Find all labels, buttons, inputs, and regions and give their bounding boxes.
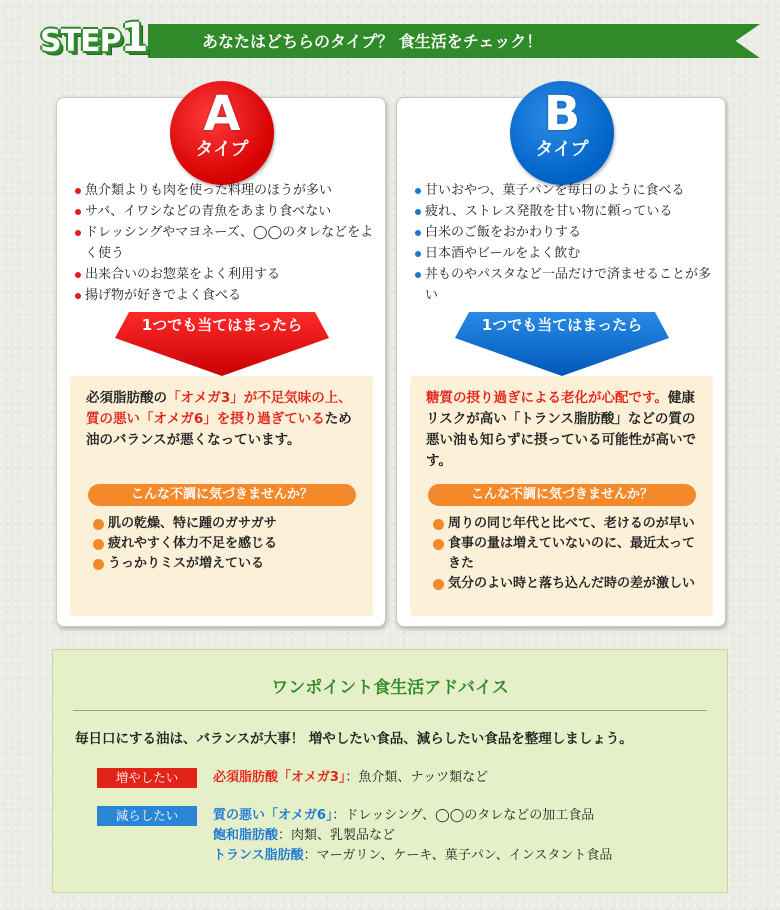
arrow-label: 1つでも当てはまったら xyxy=(141,316,303,334)
checklist-item: 疲れ、ストレス発散を甘い物に頼っている xyxy=(413,201,718,222)
symptom-item: 疲れやすく体力不足を感じる xyxy=(92,534,364,554)
advice-box xyxy=(52,649,728,893)
advice-intro: 毎日口にする油は、バランスが大事！ 増やしたい食品、減らしたい食品を整理しましょう。 xyxy=(75,731,633,747)
bullet-icon xyxy=(415,209,421,215)
type-b-type-label: タイプ xyxy=(535,139,589,160)
checklist-item: 出来合いのお惣菜をよく利用する xyxy=(73,264,378,285)
type-a-result-box xyxy=(70,376,373,616)
symptom-item: 周りの同じ年代と比べて、老けるのが早い xyxy=(432,514,704,534)
bullet-icon xyxy=(75,293,81,299)
bullet-icon xyxy=(75,230,81,236)
advice-heading: ワンポイント食生活アドバイス xyxy=(271,678,509,698)
step-number: 1 xyxy=(120,15,148,61)
step-title: あなたはどちらのタイプ？ 食生活をチェック！ xyxy=(202,32,543,51)
step-word: STEP xyxy=(40,24,121,59)
type-a-result-text: 必須脂肪酸の「オメガ3」が不足気味の上、質の悪い「オメガ6」を摂り過ぎているため油のバランスが悪くなっています。 xyxy=(86,390,352,448)
bullet-icon xyxy=(75,188,81,194)
bullet-icon xyxy=(415,272,421,278)
checklist-item: 甘いおやつ、菓子パンを毎日のように食べる xyxy=(413,180,718,201)
bullet-icon xyxy=(75,209,81,215)
increase-row: 必須脂肪酸「オメガ3」：魚介類、ナッツ類など xyxy=(213,770,489,785)
step-banner xyxy=(20,15,760,61)
type-a-card xyxy=(56,86,386,627)
bullet-icon xyxy=(433,519,444,530)
bullet-icon xyxy=(415,251,421,257)
bullet-icon xyxy=(433,579,444,590)
arrow-label: 1つでも当てはまったら xyxy=(481,316,643,334)
type-a-letter: A xyxy=(203,86,241,142)
symptom-item: 肌の乾燥、特に踵のガサガサ xyxy=(92,514,364,534)
type-b-badge xyxy=(510,81,614,185)
increase-tag: 増やしたい xyxy=(97,768,197,788)
bullet-icon xyxy=(415,188,421,194)
type-a-checklist xyxy=(73,180,378,306)
checklist-item: ドレッシングやマヨネーズ、◯◯のタレなどをよく使う xyxy=(73,222,378,264)
decrease-row: 質の悪い「オメガ6」：ドレッシング、◯◯のタレなどの加工食品 xyxy=(213,808,595,823)
checklist-item: 揚げ物が好きでよく食べる xyxy=(73,285,378,306)
type-a-badge xyxy=(170,81,274,185)
decrease-row: トランス脂肪酸：マーガリン、ケーキ、菓子パン、インスタント食品 xyxy=(213,848,613,863)
step-label xyxy=(40,15,178,61)
type-a-arrow xyxy=(79,310,365,378)
checklist-item: 日本酒やビールをよく飲む xyxy=(413,243,718,264)
bullet-icon xyxy=(93,539,104,550)
type-b-letter: B xyxy=(543,86,581,142)
checklist-item: 白米のご飯をおかわりする xyxy=(413,222,718,243)
type-a-symptoms xyxy=(92,514,364,574)
decrease-row: 飽和脂肪酸：肉類、乳製品など xyxy=(213,828,396,843)
type-b-card xyxy=(396,86,726,627)
checklist-item: 丼ものやパスタなど一品だけで済ませることが多い xyxy=(413,264,718,306)
bullet-icon xyxy=(75,272,81,278)
type-a-type-label: タイプ xyxy=(195,139,249,160)
bullet-icon xyxy=(415,230,421,236)
checklist-item: 魚介類よりも肉を使った料理のほうが多い xyxy=(73,180,378,201)
symptom-question: こんな不調に気づきませんか？ xyxy=(428,484,696,506)
type-b-symptoms xyxy=(432,514,704,594)
checklist-item: サバ、イワシなどの青魚をあまり食べない xyxy=(73,201,378,222)
bullet-icon xyxy=(93,519,104,530)
type-b-arrow xyxy=(419,310,705,378)
symptom-item: うっかりミスが増えている xyxy=(92,554,364,574)
symptom-item: 気分のよい時と落ち込んだ時の差が激しい xyxy=(432,574,704,594)
bullet-icon xyxy=(93,559,104,570)
symptom-question: こんな不調に気づきませんか？ xyxy=(88,484,356,506)
type-b-result-box xyxy=(410,376,713,616)
bullet-icon xyxy=(433,539,444,550)
type-b-result-text: 糖質の摂り過ぎによる老化が心配です。健康リスクが高い「トランス脂肪酸」などの質の悪い油も知らずに摂っている可能性が高いです。 xyxy=(426,390,696,469)
type-b-checklist xyxy=(413,180,718,306)
decrease-tag: 減らしたい xyxy=(97,806,197,826)
symptom-item: 食事の量は増えていないのに、最近太ってきた xyxy=(432,534,704,574)
divider xyxy=(73,710,707,711)
